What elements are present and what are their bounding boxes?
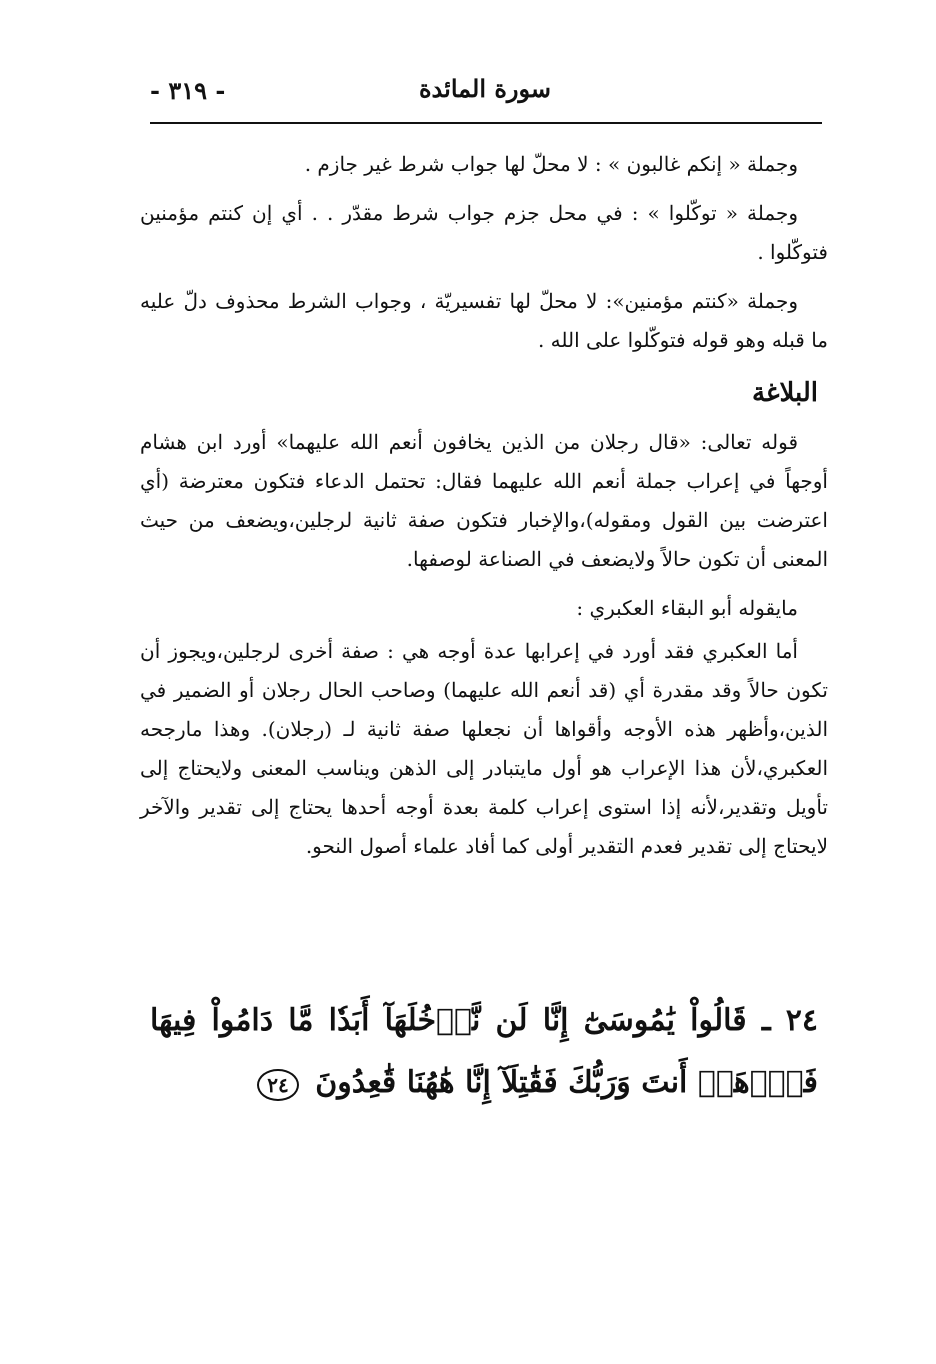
verse-number: ٢٤ ـ xyxy=(761,1003,818,1038)
header-rule xyxy=(150,122,822,124)
paragraph: وجملة « توكّلوا » : في محل جزم جواب شرط مقدّر . . أي إن كنتم مؤمنين فتوكّلوا . xyxy=(140,201,828,264)
quran-verse xyxy=(150,990,818,1114)
paragraph: قوله تعالى: «قال رجلان من الذين يخافون أنعم الله عليهما» أورد ابن هشام أوجهاً في إعراب جملة أنعم الله عليهما فقال: تحتمل الدعاء فتكون معترضة (أي اعترضت بين القول ومقوله)،والإخبار فتكون صفة ثانية لرجلين،ويضعف من حيث المعنى أن تكون حالاً ولايضعف في الصناعة لوصفها. xyxy=(140,430,828,571)
paragraph: أما العكبري فقد أورد في إعرابها عدة أوجه هي : صفة أخرى لرجلين،ويجوز أن تكون حالاً وقد مقدرة أي (قد أنعم الله عليهما) وصاحب الحال رجلان أو الضمير في الذين،وأظهر هذه الأوجه وأقواها أن نجعلها صفة ثانية لـ (رجلان). وهذا مارجحه العكبري،لأن هذا الإعراب هو أول مايتبادر إلى الذهن ويناسب المعنى ولايحتاج إلى تأويل وتقدير،لأنه إذا استوى إعراب كلمة بعدة أوجه أحدها يحتاج إلى تقدير والآخر لايحتاج إلى تقدير فعدم التقدير أولى كما أفاد علماء أصول النحو. xyxy=(140,639,828,858)
section-heading: البلاغة xyxy=(751,378,818,408)
page-header xyxy=(150,74,820,118)
paragraph: وجملة «كنتم مؤمنين»: لا محلّ لها تفسيريّة ، وجواب الشرط محذوف دلّ عليه ما قبله وهو قوله فتوكّلوا على الله . xyxy=(140,289,828,352)
verse-end-marker: ٢٤ xyxy=(257,1069,298,1101)
page-number: - ٣١٩ - xyxy=(150,76,226,105)
main-text xyxy=(140,145,828,876)
surah-title: سورة المائدة xyxy=(418,74,552,103)
verse-text: قَالُواْ يَٰمُوسَىٰٓ إِنَّا لَن نَّدۡخُلَهَآ أَبَدٗا مَّا دَامُواْ فِيهَا فَٱذۡهَبۡ أَنتَ وَرَبُّكَ فَقَٰتِلَآ إِنَّا هَٰهُنَا قَٰعِدُونَ xyxy=(150,1003,818,1100)
paragraph: وجملة « إنكم غالبون » : لا محلّ لها جواب شرط غير جازم . xyxy=(304,152,798,176)
subheading: مايقوله أبو البقاء العكبري : xyxy=(576,596,798,620)
